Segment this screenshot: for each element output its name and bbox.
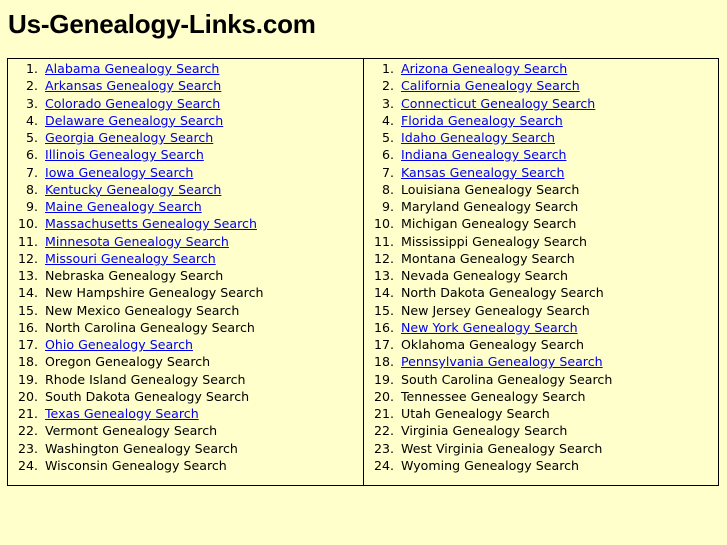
list-item [364, 60, 718, 77]
item-number: 1. [381, 61, 394, 76]
state-link-delaware[interactable]: Delaware Genealogy Search [45, 112, 224, 128]
item-number: 5. [381, 130, 394, 145]
list-item [364, 422, 718, 439]
state-link-missouri[interactable]: Missouri Genealogy Search [45, 250, 216, 266]
item-number: 18. [373, 354, 394, 370]
state-label-north-carolina: North Carolina Genealogy Search [45, 319, 255, 335]
state-label-maryland: Maryland Genealogy Search [401, 199, 579, 214]
item-number: 18. [17, 354, 38, 370]
list-item [8, 440, 363, 457]
list-item [8, 77, 363, 94]
item-number: 5. [25, 130, 38, 145]
item-number: 19. [17, 371, 38, 387]
list-item [364, 77, 718, 94]
list-item [364, 457, 718, 474]
state-link-indiana[interactable]: Indiana Genealogy Search [401, 147, 567, 163]
list-item [8, 336, 363, 353]
state-label-tennessee: Tennessee Genealogy Search [401, 388, 586, 404]
state-link-ohio[interactable]: Ohio Genealogy Search [45, 337, 193, 352]
state-link-connecticut[interactable]: Connecticut Genealogy Search [401, 95, 596, 111]
state-link-illinois[interactable]: Illinois Genealogy Search [45, 147, 204, 163]
state-label-utah: Utah Genealogy Search [401, 406, 550, 421]
state-label-oregon: Oregon Genealogy Search [45, 354, 211, 370]
list-item [364, 198, 718, 215]
list-item [364, 319, 718, 336]
right-state-list [364, 60, 718, 474]
state-link-massachusetts[interactable]: Massachusetts Genealogy Search [45, 216, 257, 232]
state-link-maine[interactable]: Maine Genealogy Search [45, 199, 202, 214]
state-link-pennsylvania[interactable]: Pennsylvania Genealogy Search [401, 354, 603, 370]
item-number: 13. [17, 268, 38, 283]
item-number: 4. [25, 112, 38, 128]
list-item [8, 164, 363, 181]
state-label-montana: Montana Genealogy Search [401, 250, 575, 266]
item-number: 1. [25, 61, 38, 76]
list-item [364, 388, 718, 405]
state-link-new-york[interactable]: New York Genealogy Search [401, 319, 578, 335]
state-label-oklahoma: Oklahoma Genealogy Search [401, 337, 584, 352]
state-label-new-hampshire: New Hampshire Genealogy Search [45, 285, 264, 301]
list-item [8, 302, 363, 319]
list-item [8, 405, 363, 422]
list-item [8, 353, 363, 370]
item-number: 17. [373, 337, 394, 352]
state-link-colorado[interactable]: Colorado Genealogy Search [45, 95, 221, 111]
list-item [364, 164, 718, 181]
item-number: 2. [381, 78, 394, 94]
list-item [8, 215, 363, 232]
item-number: 12. [17, 250, 38, 266]
item-number: 6. [381, 147, 394, 163]
list-item [8, 457, 363, 474]
state-label-rhode-island: Rhode Island Genealogy Search [45, 371, 246, 387]
item-number: 16. [17, 319, 38, 335]
list-item [8, 60, 363, 77]
item-number: 8. [381, 181, 394, 197]
item-number: 23. [17, 440, 38, 456]
item-number: 20. [17, 388, 38, 404]
list-item [8, 319, 363, 336]
item-number: 21. [17, 406, 38, 421]
item-number: 9. [381, 199, 394, 214]
item-number: 7. [381, 164, 394, 180]
list-item [364, 267, 718, 284]
state-link-texas[interactable]: Texas Genealogy Search [45, 406, 199, 421]
item-number: 3. [381, 95, 394, 111]
list-item [364, 250, 718, 267]
list-item [8, 388, 363, 405]
state-link-florida[interactable]: Florida Genealogy Search [401, 112, 563, 128]
list-item [8, 129, 363, 146]
item-number: 7. [25, 164, 38, 180]
list-item [364, 336, 718, 353]
item-number: 9. [25, 199, 38, 214]
item-number: 22. [17, 423, 38, 439]
left-state-list [8, 60, 363, 474]
state-label-west-virginia: West Virginia Genealogy Search [401, 440, 603, 456]
state-link-alabama[interactable]: Alabama Genealogy Search [45, 61, 220, 76]
state-label-mississippi: Mississippi Genealogy Search [401, 233, 587, 249]
state-label-virginia: Virginia Genealogy Search [401, 423, 568, 439]
list-item [364, 215, 718, 232]
list-item [364, 405, 718, 422]
list-item [364, 440, 718, 457]
list-item [364, 112, 718, 129]
list-item [364, 181, 718, 198]
state-link-idaho[interactable]: Idaho Genealogy Search [401, 130, 555, 145]
state-label-wyoming: Wyoming Genealogy Search [401, 457, 580, 473]
item-number: 22. [373, 423, 394, 439]
state-label-louisiana: Louisiana Genealogy Search [401, 181, 580, 197]
state-links-table [7, 58, 719, 486]
item-number: 19. [373, 371, 394, 387]
list-item [364, 146, 718, 163]
item-number: 2. [25, 78, 38, 94]
item-number: 21. [373, 406, 394, 421]
list-item [8, 95, 363, 112]
list-item [364, 353, 718, 370]
state-link-arizona[interactable]: Arizona Genealogy Search [401, 61, 568, 76]
item-number: 6. [25, 147, 38, 163]
state-label-wisconsin: Wisconsin Genealogy Search [45, 457, 227, 473]
item-number: 24. [373, 457, 394, 473]
list-item [8, 233, 363, 250]
item-number: 13. [373, 268, 394, 283]
item-number: 10. [17, 216, 38, 232]
item-number: 11. [373, 233, 394, 249]
state-label-new-mexico: New Mexico Genealogy Search [45, 302, 240, 318]
item-number: 23. [373, 440, 394, 456]
item-number: 14. [373, 285, 394, 301]
item-number: 20. [373, 388, 394, 404]
list-item [364, 284, 718, 301]
list-item [364, 233, 718, 250]
item-number: 16. [373, 319, 394, 335]
item-number: 3. [25, 95, 38, 111]
item-number: 10. [373, 216, 394, 232]
item-number: 8. [25, 181, 38, 197]
list-item [8, 181, 363, 198]
list-item [8, 146, 363, 163]
list-item [364, 129, 718, 146]
state-link-kentucky[interactable]: Kentucky Genealogy Search [45, 181, 222, 197]
state-label-nebraska: Nebraska Genealogy Search [45, 268, 224, 283]
item-number: 24. [17, 457, 38, 473]
state-label-michigan: Michigan Genealogy Search [401, 216, 577, 232]
state-label-vermont: Vermont Genealogy Search [45, 423, 218, 439]
state-label-north-dakota: North Dakota Genealogy Search [401, 285, 604, 301]
list-item [8, 371, 363, 388]
state-label-nevada: Nevada Genealogy Search [401, 268, 568, 283]
state-link-georgia[interactable]: Georgia Genealogy Search [45, 130, 214, 145]
state-label-new-jersey: New Jersey Genealogy Search [401, 302, 590, 318]
list-item [8, 267, 363, 284]
item-number: 14. [17, 285, 38, 301]
state-link-california[interactable]: California Genealogy Search [401, 78, 580, 94]
site-title: Us-Genealogy-Links.com [8, 9, 316, 39]
state-label-south-carolina: South Carolina Genealogy Search [401, 371, 613, 387]
item-number: 4. [381, 112, 394, 128]
list-item [364, 95, 718, 112]
state-link-kansas[interactable]: Kansas Genealogy Search [401, 164, 565, 180]
list-item [8, 284, 363, 301]
state-link-minnesota[interactable]: Minnesota Genealogy Search [45, 233, 229, 249]
state-label-south-dakota: South Dakota Genealogy Search [45, 388, 250, 404]
right-column [364, 59, 718, 485]
list-item [364, 371, 718, 388]
item-number: 15. [373, 302, 394, 318]
list-item [8, 112, 363, 129]
left-column [8, 59, 364, 485]
list-item [8, 198, 363, 215]
item-number: 15. [17, 302, 38, 318]
item-number: 17. [17, 337, 38, 352]
item-number: 11. [17, 233, 38, 249]
state-link-iowa[interactable]: Iowa Genealogy Search [45, 164, 194, 180]
list-item [8, 250, 363, 267]
list-item [364, 302, 718, 319]
list-item [8, 422, 363, 439]
state-label-washington: Washington Genealogy Search [45, 440, 238, 456]
state-link-arkansas[interactable]: Arkansas Genealogy Search [45, 78, 222, 94]
item-number: 12. [373, 250, 394, 266]
